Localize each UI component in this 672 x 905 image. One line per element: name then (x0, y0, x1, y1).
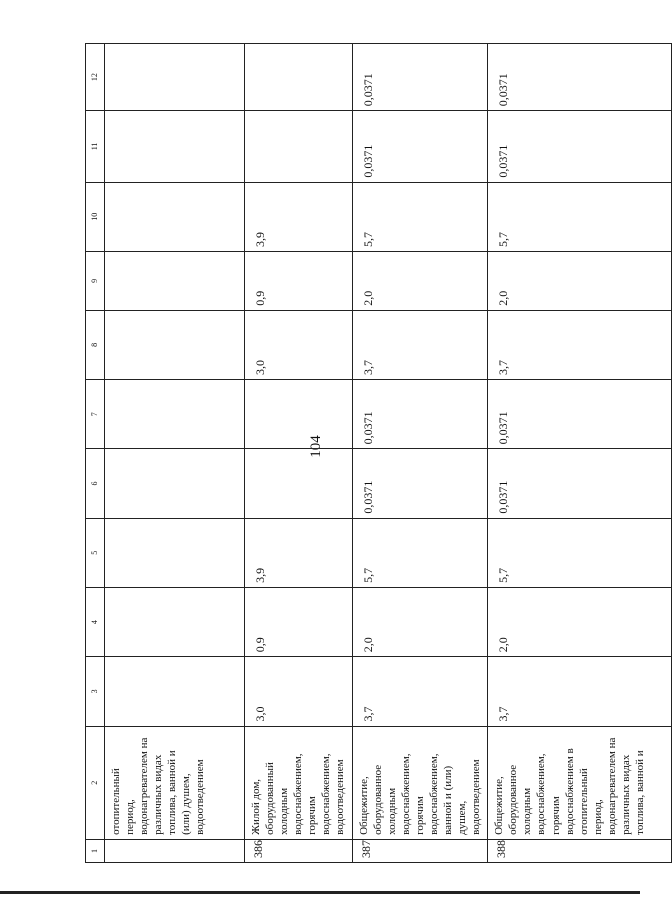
value-cell (105, 111, 245, 182)
header-cell: 3 (86, 657, 105, 726)
value-cell: 0,0371 (352, 449, 488, 518)
value-cell (105, 657, 245, 726)
value-cell: 2,0 (352, 587, 488, 656)
value-cell: 3,7 (352, 657, 488, 726)
value-cell (245, 380, 353, 449)
header-cell: 2 (86, 726, 105, 839)
value-cell (105, 449, 245, 518)
tariff-table (85, 43, 672, 863)
value-cell: 5,7 (488, 518, 672, 587)
header-cell: 10 (86, 182, 105, 251)
value-cell (245, 44, 353, 111)
description-cell: Жилой дом, оборудованный холодным водоснабжением, горячим водоснабжением, водоотведением (245, 726, 353, 839)
table-wrapper (85, 43, 647, 863)
value-cell: 0,0371 (352, 380, 488, 449)
description-cell: Общежитие, оборудованное холодным водоснабжением, горячим водоснабжением, ванной и (или) душем, водоотведением (352, 726, 488, 839)
value-cell: 0,9 (245, 251, 353, 310)
header-row (86, 44, 105, 863)
value-cell (105, 310, 245, 379)
value-cell: 0,0371 (488, 111, 672, 182)
value-cell (105, 251, 245, 310)
rotated-table-container (85, 43, 647, 863)
header-cell: 8 (86, 310, 105, 379)
header-cell: 5 (86, 518, 105, 587)
row-number-cell: 386 (245, 839, 353, 862)
value-cell (105, 587, 245, 656)
value-cell: 3,9 (245, 182, 353, 251)
value-cell (245, 111, 353, 182)
table-row (105, 44, 245, 863)
row-number-cell (105, 839, 245, 862)
value-cell: 3,7 (488, 310, 672, 379)
table-row (352, 44, 488, 863)
description-cell: отопительный период, водонагревателем на различных видах топлива, ванной и (или) душем, водоотведением (105, 726, 245, 839)
page-edge-line (0, 891, 640, 894)
header-cell: 1 (86, 839, 105, 862)
header-cell: 6 (86, 449, 105, 518)
value-cell (105, 380, 245, 449)
value-cell: 0,0371 (488, 449, 672, 518)
value-cell: 2,0 (488, 587, 672, 656)
value-cell (105, 44, 245, 111)
row-number-cell: 387 (352, 839, 488, 862)
page-number: 104 (307, 435, 324, 458)
value-cell: 3,7 (488, 657, 672, 726)
table-row (488, 44, 672, 863)
value-cell (105, 182, 245, 251)
header-cell: 9 (86, 251, 105, 310)
value-cell: 0,0371 (352, 111, 488, 182)
table-row (245, 44, 353, 863)
header-cell: 11 (86, 111, 105, 182)
value-cell: 0,0371 (488, 44, 672, 111)
description-cell: Общежитие, оборудованное холодным водоснабжением, горячим водоснабжением в отопительный период, водонагревателем на различных видах топлива, ванной и (488, 726, 672, 839)
row-number-cell: 388 (488, 839, 672, 862)
header-cell: 4 (86, 587, 105, 656)
value-cell (105, 518, 245, 587)
header-cell: 12 (86, 44, 105, 111)
value-cell: 3,7 (352, 310, 488, 379)
value-cell: 5,7 (488, 182, 672, 251)
value-cell: 0,0371 (488, 380, 672, 449)
value-cell (245, 449, 353, 518)
value-cell: 5,7 (352, 518, 488, 587)
header-cell: 7 (86, 380, 105, 449)
value-cell: 2,0 (352, 251, 488, 310)
value-cell: 3,0 (245, 310, 353, 379)
value-cell: 3,0 (245, 657, 353, 726)
value-cell: 0,9 (245, 587, 353, 656)
value-cell: 2,0 (488, 251, 672, 310)
value-cell: 0,0371 (352, 44, 488, 111)
value-cell: 5,7 (352, 182, 488, 251)
value-cell: 3,9 (245, 518, 353, 587)
